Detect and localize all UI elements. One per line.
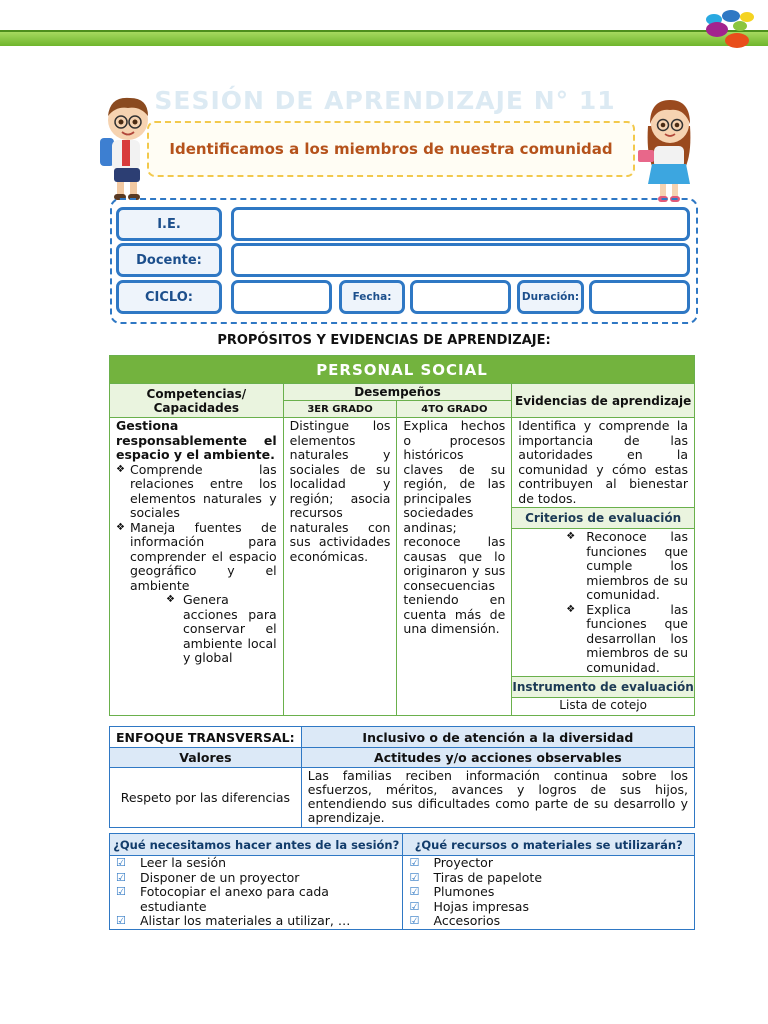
girl-illustration bbox=[636, 96, 702, 208]
docente-label: Docente: bbox=[116, 243, 222, 277]
instrumento-value: Lista de cotejo bbox=[512, 698, 695, 716]
desempeno-3-cell: Distingue los elementos naturales y sociales de su localidad y región; asocia recursos naturales con sus actividades económicas. bbox=[283, 418, 397, 716]
subtitle-banner bbox=[147, 121, 635, 177]
desempeno-4-cell: Explica hechos o procesos históricos claves de su región, de las principales sociedades andinas; reconoce las causas que lo originaron y sus consecuencias teniendo en cuenta más de una dimensión. bbox=[397, 418, 512, 716]
instrumento-header: Instrumento de evaluación bbox=[512, 677, 695, 698]
before-session-cell bbox=[110, 856, 403, 930]
enfoque-label: ENFOQUE TRANSVERSAL: bbox=[110, 727, 302, 748]
resource-item: ☑ Hojas impresas bbox=[409, 900, 688, 915]
grade-3-header: 3ER GRADO bbox=[283, 401, 397, 418]
resource-item: ☑ Tiras de papelote bbox=[409, 871, 688, 886]
capacidades-sublist bbox=[116, 593, 277, 666]
actitudes-header: Actitudes y/o acciones observables bbox=[301, 748, 694, 768]
decorative-dots bbox=[700, 8, 760, 48]
enfoque-value: Inclusivo o de atención a la diversidad bbox=[301, 727, 694, 748]
ciclo-label: CICLO: bbox=[116, 280, 222, 314]
grade-4-header: 4TO GRADO bbox=[397, 401, 512, 418]
criterios-cell bbox=[512, 529, 695, 677]
duracion-label: Duración: bbox=[517, 280, 584, 314]
resource-item: ☑ Accesorios bbox=[409, 914, 688, 929]
docente-field[interactable] bbox=[231, 243, 690, 277]
competencias-header: Competencias/ Capacidades bbox=[110, 384, 284, 418]
valores-header: Valores bbox=[110, 748, 302, 768]
before-item: ☑ Alistar los materiales a utilizar, … bbox=[116, 914, 396, 929]
duracion-field[interactable] bbox=[589, 280, 690, 314]
before-item: ☑ Fotocopiar el anexo para cada estudiante bbox=[116, 885, 396, 914]
criterio-item: ❖ Reconoce las funciones que cumple los miembros de su comunidad. bbox=[566, 530, 688, 603]
actitud-cell: Las familias reciben información continua sobre los esfuerzos, méritos, avances y logros de sus hijos, entendiendo sus dificultades como parte de su desarrollo y aprendizaje. bbox=[301, 768, 694, 828]
desempenos-header: Desempeños bbox=[283, 384, 512, 401]
competencia-cell bbox=[110, 418, 284, 716]
competencia-title: Gestiona responsablemente el espacio y el ambiente. bbox=[116, 418, 277, 462]
resource-item: ☑ Plumones bbox=[409, 885, 688, 900]
capacidad-item: ❖ Maneja fuentes de información para comprender el espacio geográfico y el ambiente bbox=[116, 521, 277, 594]
resources-list bbox=[403, 856, 694, 929]
valor-cell: Respeto por las diferencias bbox=[110, 768, 302, 828]
ie-field[interactable] bbox=[231, 207, 690, 241]
fecha-field[interactable] bbox=[410, 280, 511, 314]
resource-item: ☑ Proyector bbox=[409, 856, 688, 871]
dot-purple bbox=[706, 22, 728, 37]
resources-cell bbox=[403, 856, 695, 930]
area-title: PERSONAL SOCIAL bbox=[110, 356, 695, 384]
ie-label: I.E. bbox=[116, 207, 222, 241]
before-item: ☑ Disponer de un proyector bbox=[116, 871, 396, 886]
section-heading: PROPÓSITOS Y EVIDENCIAS DE APRENDIZAJE: bbox=[217, 333, 551, 348]
before-item: ☑ Leer la sesión bbox=[116, 856, 396, 871]
purposes-table bbox=[109, 355, 695, 716]
ciclo-field[interactable] bbox=[231, 280, 332, 314]
criterio-item: ❖ Explica las funciones que desarrollan los miembros de su comunidad. bbox=[566, 603, 688, 676]
dot-orange bbox=[725, 33, 749, 48]
page-title: SESIÓN DE APRENDIZAJE N° 11 bbox=[154, 86, 616, 115]
resources-header: ¿Qué recursos o materiales se utilizarán? bbox=[403, 834, 695, 856]
capacidad-item: ❖ Genera acciones para conservar el ambiente local y global bbox=[166, 593, 277, 666]
criterios-list bbox=[566, 530, 688, 675]
capacidades-list bbox=[116, 463, 277, 594]
enfoque-table bbox=[109, 726, 695, 828]
evidencias-header: Evidencias de aprendizaje bbox=[512, 384, 695, 418]
session-subtitle: Identificamos a los miembros de nuestra comunidad bbox=[169, 140, 613, 158]
evidencia-cell: Identifica y comprende la importancia de las autoridades en la comunidad y cómo estas contribuyen al bienestar de todos. bbox=[512, 418, 695, 508]
criterios-header: Criterios de evaluación bbox=[512, 508, 695, 529]
fecha-label: Fecha: bbox=[339, 280, 405, 314]
dot-green bbox=[733, 21, 747, 31]
preparation-table bbox=[109, 833, 695, 930]
header-green-bar bbox=[0, 30, 768, 46]
before-session-list bbox=[110, 856, 402, 929]
before-session-header: ¿Qué necesitamos hacer antes de la sesión? bbox=[110, 834, 403, 856]
capacidad-item: ❖ Comprende las relaciones entre los elementos naturales y sociales bbox=[116, 463, 277, 521]
